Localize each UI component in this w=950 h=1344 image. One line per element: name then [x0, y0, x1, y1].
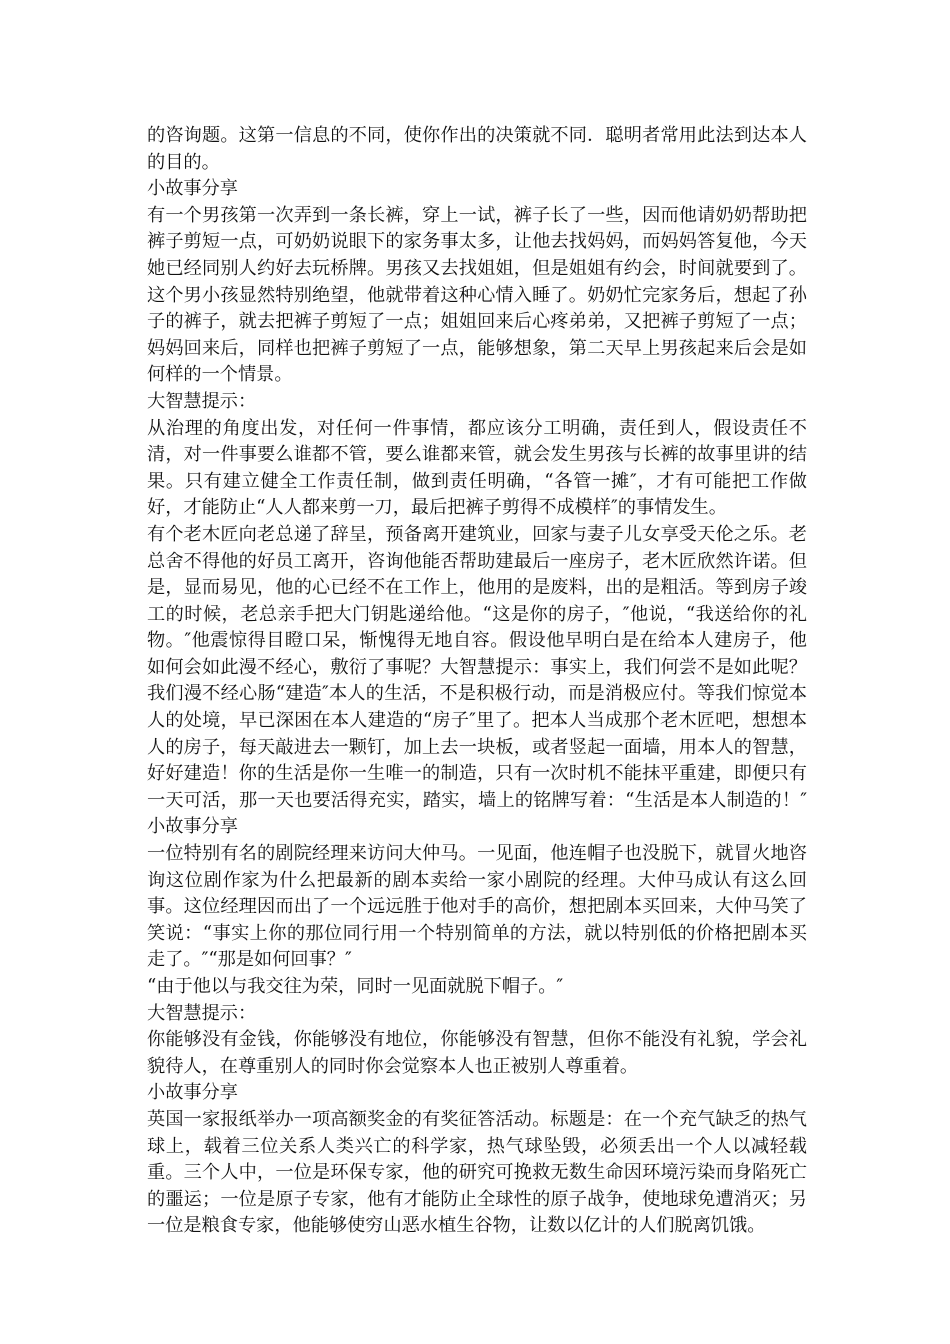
paragraph-carpenter-story: 有个老木匠向老总递了辞呈，预备离开建筑业，回家与妻子儿女享受天伦之乐。老总舍不得他的好员工离开，咨询他能否帮助建最后一座房子，老木匠欣然许诺。但是，显而易见，他的心已经不在工作上，他用的是废料，出的是粗活。等到房子竣工的时候，老总亲手把大门钥匙递给他。“这是你的房子，″他说，“我送给你的礼物。″他震惊得目瞪口呆，惭愧得无地自容。假设他早明白是在给本人建房子，他如何会如此漫不经心，敷衍了事呢？大智慧提示：事实上，我们何尝不是如此呢？我们漫不经心肠“建造″本人的生活，不是积极行动，而是消极应付。等我们惊觉本人的处境，早已深困在本人建造的“房子″里了。把本人当成那个老木匠吧，想想本人的房子，每天敲进去一颗钉，加上去一块板，或者竖起一面墙，用本人的智慧，好好建造！你的生活是你一生唯一的制造，只有一次时机不能抹平重建，即便只有一天可活，那一天也要活得充实，踏实，墙上的铭牌写着：“生活是本人制造的！″小故事分享: [147, 523, 807, 838]
section-heading-wisdom-tip: 大智慧提示：: [147, 390, 257, 412]
paragraph-intro-continuation: 的咨询题。这第一信息的不同，使你作出的决策就不同．聪明者常用此法到达本人的目的。: [147, 125, 807, 173]
section-heading-story-share-2: 小故事分享: [147, 1082, 238, 1104]
section-heading-wisdom-tip-2: 大智慧提示：: [147, 1002, 257, 1024]
section-heading-story-share: 小故事分享: [147, 178, 238, 200]
paragraph-theater-manager-story: 一位特别有名的剧院经理来访问大仲马。一见面，他连帽子也没脱下，就冒火地咨询这位剧作家为什么把最新的剧本卖给一家小剧院的经理。大仲马成认有这么回事。这位经理因而出了一个远远胜于他对手的高价，想把剧本买回来，大仲马笑了笑说：“事实上你的那位同行用一个特别简单的方法，就以特别低的价格把剧本买走了。″“那是如何回事？″: [147, 843, 807, 971]
paragraph-management-tip: 从治理的角度出发，对任何一件事情，都应该分工明确，责任到人，假设责任不清，对一件事要么谁都不管，要么谁都来管，就会发生男孩与长裤的故事里讲的结果。只有建立健全工作责任制，做到责任明确，“各管一摊″，才有可能把工作做好，才能防止“人人都来剪一刀，最后把裤子剪得不成模样″的事情发生。: [147, 417, 807, 519]
paragraph-boy-trousers-story: 有一个男孩第一次弄到一条长裤，穿上一试，裤子长了一些，因而他请奶奶帮助把裤子剪短一点，可奶奶说眼下的家务事太多，让他去找妈妈，而妈妈答复他，今天她已经同别人约好去玩桥牌。男孩又去找姐姐，但是姐姐有约会，时间就要到了。这个男小孩显然特别绝望，他就带着这种心情入睡了。奶奶忙完家务后，想起了孙子的裤子，就去把裤子剪短了一点；姐姐回来后心疼弟弟，又把裤子剪短了一点；妈妈回来后，同样也把裤子剪短了一点，能够想象，第二天早上男孩起来后会是如何样的一个情景。: [147, 204, 807, 386]
document-body: [147, 123, 807, 1240]
paragraph-courtesy-tip: 你能够没有金钱，你能够没有地位，你能够没有智慧，但你不能没有礼貌，学会礼貌待人，在尊重别人的同时你会觉察本人也正被别人尊重着。: [147, 1029, 807, 1077]
paragraph-dumas-quote: “由于他以与我交往为荣，同时一见面就脱下帽子。″: [147, 976, 564, 997]
paragraph-balloon-story: 英国一家报纸举办一项高额奖金的有奖征答活动。标题是：在一个充气缺乏的热气球上，载着三位关系人类兴亡的科学家，热气球坠毁，必须丢出一个人以减轻载重。三个人中，一位是环保专家，他的研究可挽救无数生命因环境污染而身陷死亡的噩运；一位是原子专家，他有才能防止全球性的原子战争，使地球免遭消灭；另一位是粮食专家，他能够使穷山恶水植生谷物，让数以亿计的人们脱离饥饿。: [147, 1108, 807, 1237]
